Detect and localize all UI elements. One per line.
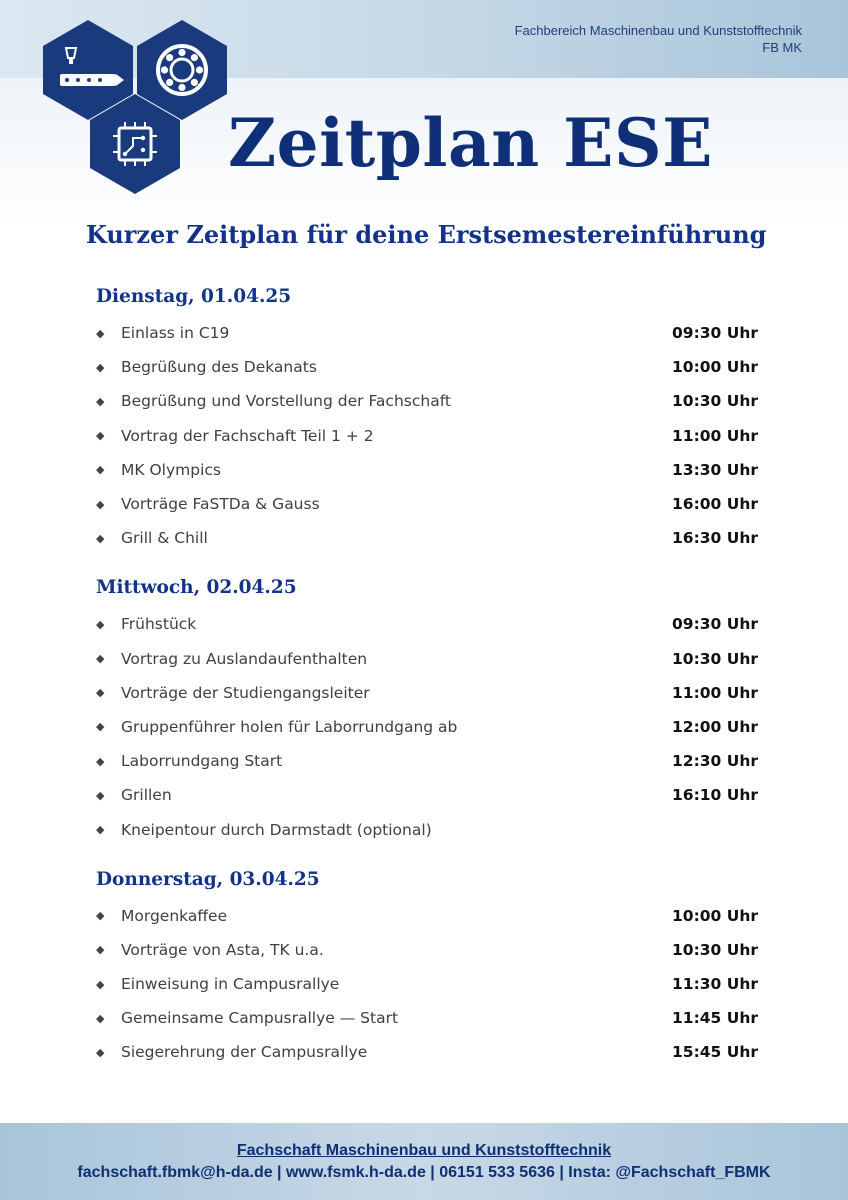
event-name: Kneipentour durch Darmstadt (optional) <box>121 820 432 839</box>
department-abbreviation: FB MK <box>762 40 802 55</box>
hex-logo-circuit <box>87 92 183 196</box>
event-time: 09:30 Uhr <box>672 324 758 343</box>
event-time: 12:00 Uhr <box>672 717 758 736</box>
event-name: Grill & Chill <box>121 529 208 548</box>
event-time: 10:00 Uhr <box>672 906 758 925</box>
event-name: Vortrag der Fachschaft Teil 1 + 2 <box>121 426 374 445</box>
event-name: Begrüßung und Vorstellung der Fachschaft <box>121 392 451 411</box>
diamond-bullet-icon: ◆ <box>96 788 105 802</box>
event-name: Vortrag zu Auslandaufenthalten <box>121 649 368 668</box>
event-name: Begrüßung des Dekanats <box>121 358 317 377</box>
diamond-bullet-icon: ◆ <box>96 360 105 374</box>
diamond-bullet-icon: ◆ <box>96 497 105 511</box>
day-title: Mittwoch, 02.04.25 <box>96 577 297 599</box>
schedule-row <box>96 933 758 967</box>
schedule-row <box>96 521 758 555</box>
day-section <box>96 282 758 555</box>
schedule-row <box>96 642 758 676</box>
schedule-row <box>96 384 758 418</box>
event-name: Vorträge von Asta, TK u.a. <box>121 940 324 959</box>
diamond-bullet-icon: ◆ <box>96 326 105 340</box>
event-time: 11:30 Uhr <box>672 975 758 994</box>
schedule-row <box>96 316 758 350</box>
day-title: Donnerstag, 03.04.25 <box>96 868 320 890</box>
diamond-bullet-icon: ◆ <box>96 686 105 700</box>
schedule-row <box>96 607 758 641</box>
schedule-row <box>96 350 758 384</box>
event-name: MK Olympics <box>121 460 221 479</box>
diamond-bullet-icon: ◆ <box>96 754 105 768</box>
day-section <box>96 865 758 1070</box>
schedule <box>96 282 758 1088</box>
schedule-row <box>96 419 758 453</box>
department-name: Fachbereich Maschinenbau und Kunststofftechnik <box>514 23 802 38</box>
event-name: Grillen <box>121 786 172 805</box>
event-name: Einweisung in Campusrallye <box>121 975 340 994</box>
event-name: Frühstück <box>121 615 197 634</box>
event-name: Vorträge der Studiengangsleiter <box>121 683 370 702</box>
event-time: 11:45 Uhr <box>672 1009 758 1028</box>
diamond-bullet-icon: ◆ <box>96 943 105 957</box>
diamond-bullet-icon: ◆ <box>96 1045 105 1059</box>
event-time: 11:00 Uhr <box>672 426 758 445</box>
schedule-row <box>96 967 758 1001</box>
department-header <box>515 22 802 56</box>
diamond-bullet-icon: ◆ <box>96 617 105 631</box>
schedule-row <box>96 710 758 744</box>
event-time: 11:00 Uhr <box>672 683 758 702</box>
event-name: Laborrundgang Start <box>121 752 283 771</box>
diamond-bullet-icon: ◆ <box>96 652 105 666</box>
footer-contact-info: fachschaft.fbmk@h-da.de | www.fsmk.h-da.de | 06151 533 5636 | Insta: @Fachschaft_FBMK <box>77 1164 771 1181</box>
diamond-bullet-icon: ◆ <box>96 394 105 408</box>
diamond-bullet-icon: ◆ <box>96 531 105 545</box>
event-name: Gemeinsame Campusrallye — Start <box>121 1009 399 1028</box>
day-section <box>96 573 758 846</box>
event-time: 16:10 Uhr <box>672 786 758 805</box>
page-subtitle: Kurzer Zeitplan für deine Erstsemestereinführung <box>86 220 767 249</box>
footer <box>0 1123 848 1200</box>
schedule-row <box>96 1035 758 1069</box>
diamond-bullet-icon: ◆ <box>96 909 105 923</box>
diamond-bullet-icon: ◆ <box>96 463 105 477</box>
schedule-row <box>96 453 758 487</box>
diamond-bullet-icon: ◆ <box>96 1011 105 1025</box>
schedule-row <box>96 487 758 521</box>
event-time: 13:30 Uhr <box>672 460 758 479</box>
schedule-row <box>96 1001 758 1035</box>
schedule-row <box>96 812 758 846</box>
diamond-bullet-icon: ◆ <box>96 823 105 837</box>
footer-title-link[interactable]: Fachschaft Maschinenbau und Kunststofftechnik <box>236 1142 612 1159</box>
page-title: Zeitplan ESE <box>228 104 713 182</box>
event-name: Morgenkaffee <box>121 906 228 925</box>
schedule-row <box>96 899 758 933</box>
schedule-row <box>96 744 758 778</box>
schedule-row <box>96 676 758 710</box>
event-name: Siegerehrung der Campusrallye <box>121 1043 368 1062</box>
event-time: 10:30 Uhr <box>672 649 758 668</box>
event-time: 09:30 Uhr <box>672 615 758 634</box>
schedule-row <box>96 778 758 812</box>
event-name: Gruppenführer holen für Laborrundgang ab <box>121 717 458 736</box>
event-time: 15:45 Uhr <box>672 1043 758 1062</box>
event-time: 16:00 Uhr <box>672 495 758 514</box>
event-name: Vorträge FaSTDa & Gauss <box>121 495 320 514</box>
event-time: 10:00 Uhr <box>672 358 758 377</box>
day-title: Dienstag, 01.04.25 <box>96 286 292 307</box>
event-time: 10:30 Uhr <box>672 392 758 411</box>
event-time: 10:30 Uhr <box>672 940 758 959</box>
diamond-bullet-icon: ◆ <box>96 720 105 734</box>
event-time: 16:30 Uhr <box>672 529 758 548</box>
diamond-bullet-icon: ◆ <box>96 977 105 991</box>
diamond-bullet-icon: ◆ <box>96 429 105 443</box>
event-name: Einlass in C19 <box>121 324 230 343</box>
event-time: 12:30 Uhr <box>672 752 758 771</box>
